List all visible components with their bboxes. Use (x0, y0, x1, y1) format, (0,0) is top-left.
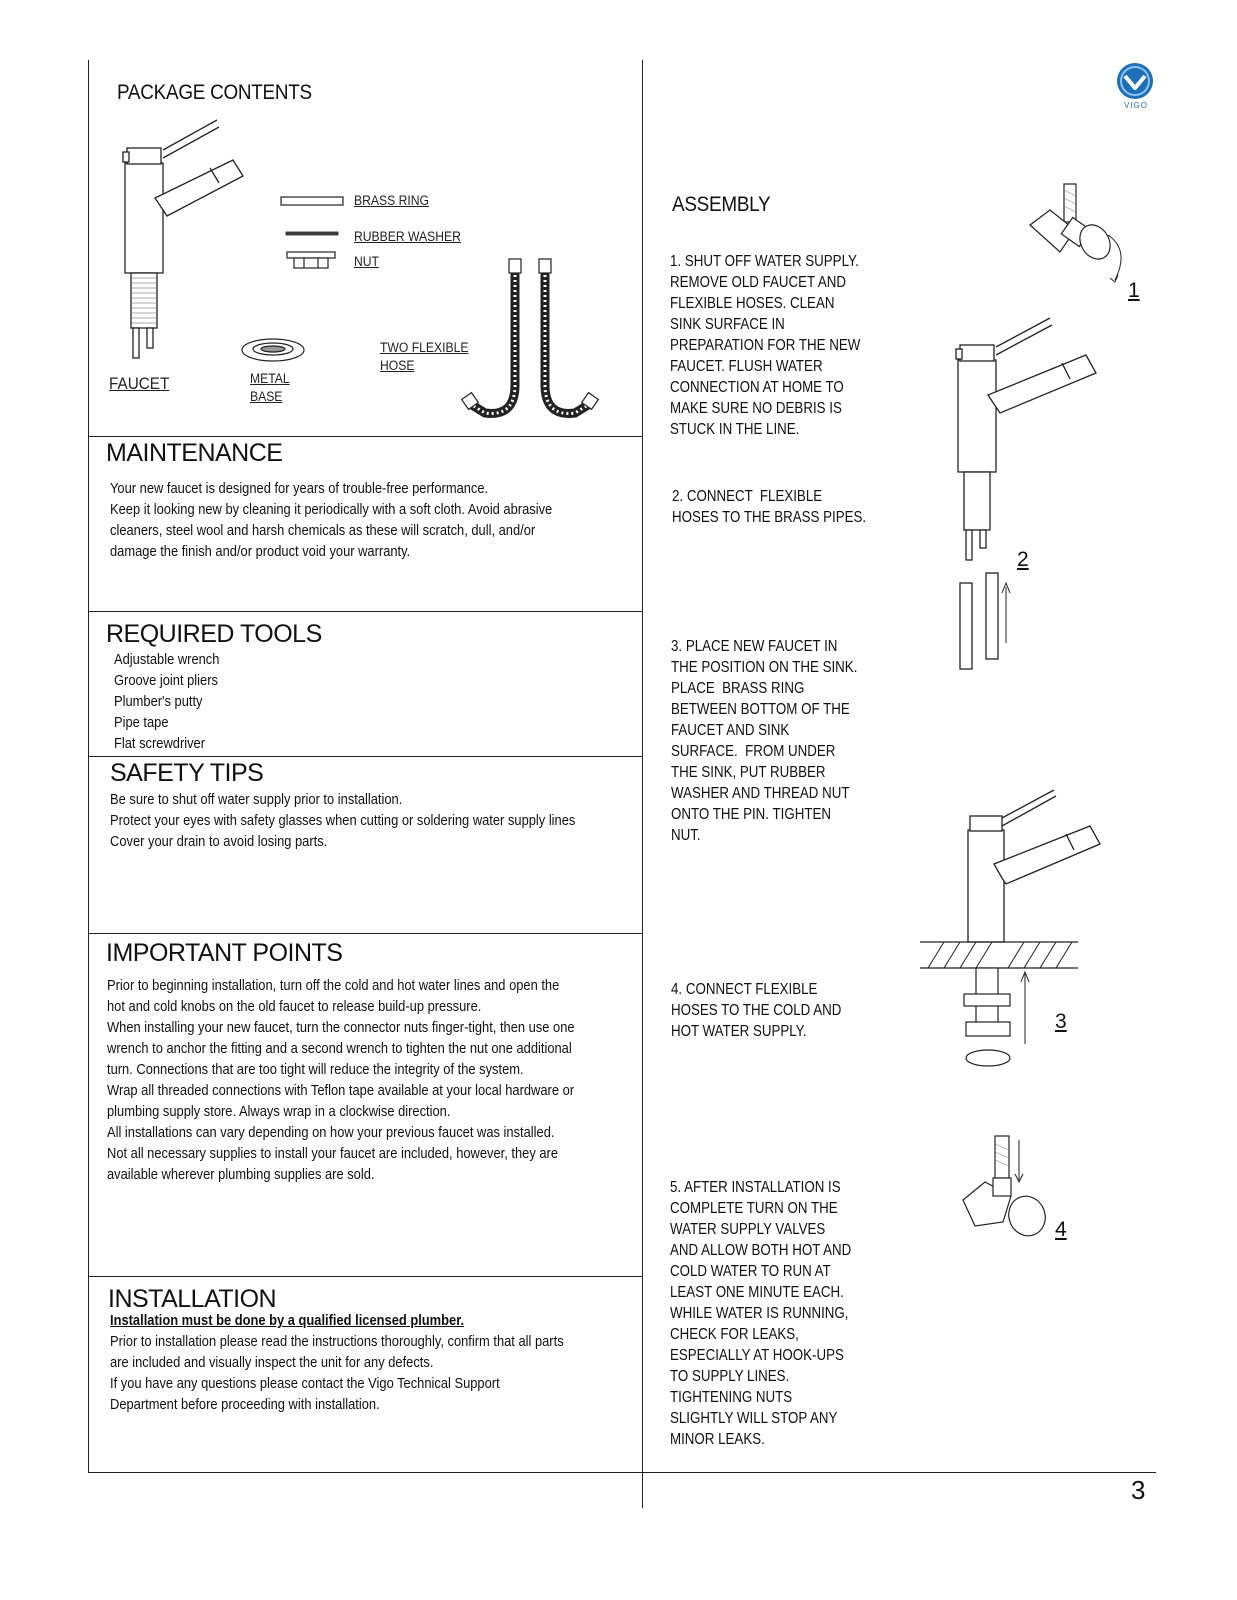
rubber-washer-label: RUBBER WASHER (354, 229, 461, 244)
important-line: Prior to beginning installation, turn off the cold and hot water lines and open the (107, 977, 560, 994)
maintenance-line: cleaners, steel wool and harsh chemicals as these will scratch, dull, and/or (110, 522, 536, 539)
assembly-step-4: 4. CONNECT FLEXIBLE HOSES TO THE COLD AND HOT WATER SUPPLY. (671, 981, 842, 1040)
flexible-hoses-illustration (460, 255, 610, 435)
maintenance-text (110, 478, 552, 562)
faucet-sink-illustration-3 (918, 782, 1108, 1072)
important-line: wrench to anchor the fitting and a second wrench to tighten the nut one additional (107, 1040, 572, 1057)
safety-line: Cover your drain to avoid losing parts. (110, 833, 328, 850)
brass-ring-illustration (280, 195, 345, 209)
maintenance-line: Your new faucet is designed for years of trouble-free performance. (110, 480, 489, 497)
installation-heading: INSTALLATION (108, 1285, 277, 1313)
flexible-hose-label-line1: TWO FLEXIBLE (380, 340, 469, 355)
important-text (107, 975, 575, 1185)
package-contents-heading: PACKAGE CONTENTS (117, 81, 312, 104)
safety-tips-heading: SAFETY TIPS (110, 759, 264, 787)
assembly-heading: ASSEMBLY (672, 193, 771, 216)
maintenance-line: Keep it looking new by cleaning it periodically with a soft cloth. Avoid abrasive (110, 501, 553, 518)
assembly-step-3: 3. PLACE NEW FAUCET IN THE POSITION ON THE SINK. PLACE BRASS RING BETWEEN BOTTOM OF THE FAUCET AND SINK SURFACE. FROM UNDER THE SINK, PUT RUBBER WASHER AND THREAD NUT ONTO THE PIN. TIGHTEN NUT. (671, 638, 858, 844)
figure-number-2: 2 (1017, 548, 1029, 571)
left-border (88, 60, 89, 1473)
faucet-illustration (115, 118, 265, 368)
nut-illustration (286, 250, 336, 270)
installation-line: Department before proceeding with installation. (110, 1396, 380, 1413)
figure-number-1: 1 (1128, 279, 1140, 302)
important-line: Not all necessary supplies to install your faucet are included, however, they are (107, 1145, 559, 1162)
important-line: available wherever plumbing supplies are sold. (107, 1166, 375, 1183)
figure-number-4: 4 (1055, 1218, 1067, 1241)
tool-item: Adjustable wrench (114, 651, 220, 668)
flexible-hose-label-line2: HOSE (380, 358, 415, 373)
safety-text (110, 789, 575, 852)
divider-tools (88, 611, 642, 612)
maintenance-heading: MAINTENANCE (106, 439, 283, 467)
installation-line: are included and visually inspect the unit for any defects. (110, 1354, 434, 1371)
supply-valve-illustration-4 (955, 1130, 1065, 1260)
safety-line: Protect your eyes with safety glasses when cutting or soldering water supply lines (110, 812, 576, 829)
divider-safety (88, 756, 642, 757)
divider-maintenance (88, 436, 642, 437)
tool-item: Groove joint pliers (114, 672, 218, 689)
installation-line: If you have any questions please contact the Vigo Technical Support (110, 1375, 500, 1392)
important-line: turn. Connections that are too tight will reduce the integrity of the system. (107, 1061, 524, 1078)
divider-important (88, 933, 642, 934)
installation-warning: Installation must be done by a qualified licensed plumber. (110, 1312, 465, 1329)
safety-line: Be sure to shut off water supply prior to installation. (110, 791, 403, 808)
important-line: All installations can vary depending on how your previous faucet was installed. (107, 1124, 555, 1141)
page-number: 3 (1131, 1475, 1146, 1505)
maintenance-line: damage the finish and/or product void your warranty. (110, 543, 411, 560)
required-tools-heading: REQUIRED TOOLS (106, 620, 322, 648)
metal-base-label-line2: BASE (250, 389, 283, 404)
faucet-hoses-illustration-2 (950, 315, 1100, 675)
divider-installation (88, 1276, 642, 1277)
faucet-label: FAUCET (109, 374, 170, 393)
metal-base-label-line1: METAL (250, 371, 290, 386)
important-points-heading: IMPORTANT POINTS (106, 939, 343, 967)
bottom-border (88, 1472, 1156, 1473)
tool-item: Plumber's putty (114, 693, 203, 710)
important-line: Wrap all threaded connections with Teflon tape available at your local hardware or (107, 1082, 575, 1099)
tool-item: Pipe tape (114, 714, 169, 731)
important-line: When installing your new faucet, turn the connector nuts finger-tight, then use one (107, 1019, 575, 1036)
tools-list (114, 649, 219, 754)
shutoff-valve-illustration-1 (1020, 180, 1130, 290)
column-divider (642, 60, 643, 1508)
important-line: hot and cold knobs on the old faucet to release build-up pressure. (107, 998, 482, 1015)
rubber-washer-illustration (285, 230, 340, 238)
tool-item: Flat screwdriver (114, 735, 206, 752)
figure-number-3: 3 (1055, 1010, 1067, 1033)
assembly-step-2: 2. CONNECT FLEXIBLE HOSES TO THE BRASS PIPES. (672, 488, 867, 526)
assembly-step-5: 5. AFTER INSTALLATION IS COMPLETE TURN ON THE WATER SUPPLY VALVES AND ALLOW BOTH HOT AND COLD WATER TO RUN AT LEAST ONE MINUTE EACH. WHILE WATER IS RUNNING, CHECK FOR LEAKS, ESPECIALLY AT HOOK-UPS TO SUPPLY LINES. TIGHTENING NUTS SLIGHTLY WILL STOP ANY MINOR LEAKS. (670, 1179, 852, 1448)
metal-base-illustration (240, 336, 306, 366)
assembly-step-1: 1. SHUT OFF WATER SUPPLY. REMOVE OLD FAUCET AND FLEXIBLE HOSES. CLEAN SINK SURFACE IN PREPARATION FOR THE NEW FAUCET. FLUSH WATER CONNECTION AT HOME TO MAKE SURE NO DEBRIS IS STUCK IN THE LINE. (670, 253, 861, 438)
nut-label: NUT (354, 254, 379, 269)
logo-text: VIGO (1124, 101, 1149, 110)
brass-ring-label: BRASS RING (354, 193, 429, 208)
installation-line: Prior to installation please read the instructions thoroughly, confirm that all parts (110, 1333, 564, 1350)
installation-text (110, 1310, 564, 1415)
important-line: plumbing supply store. Always wrap in a clockwise direction. (107, 1103, 451, 1120)
